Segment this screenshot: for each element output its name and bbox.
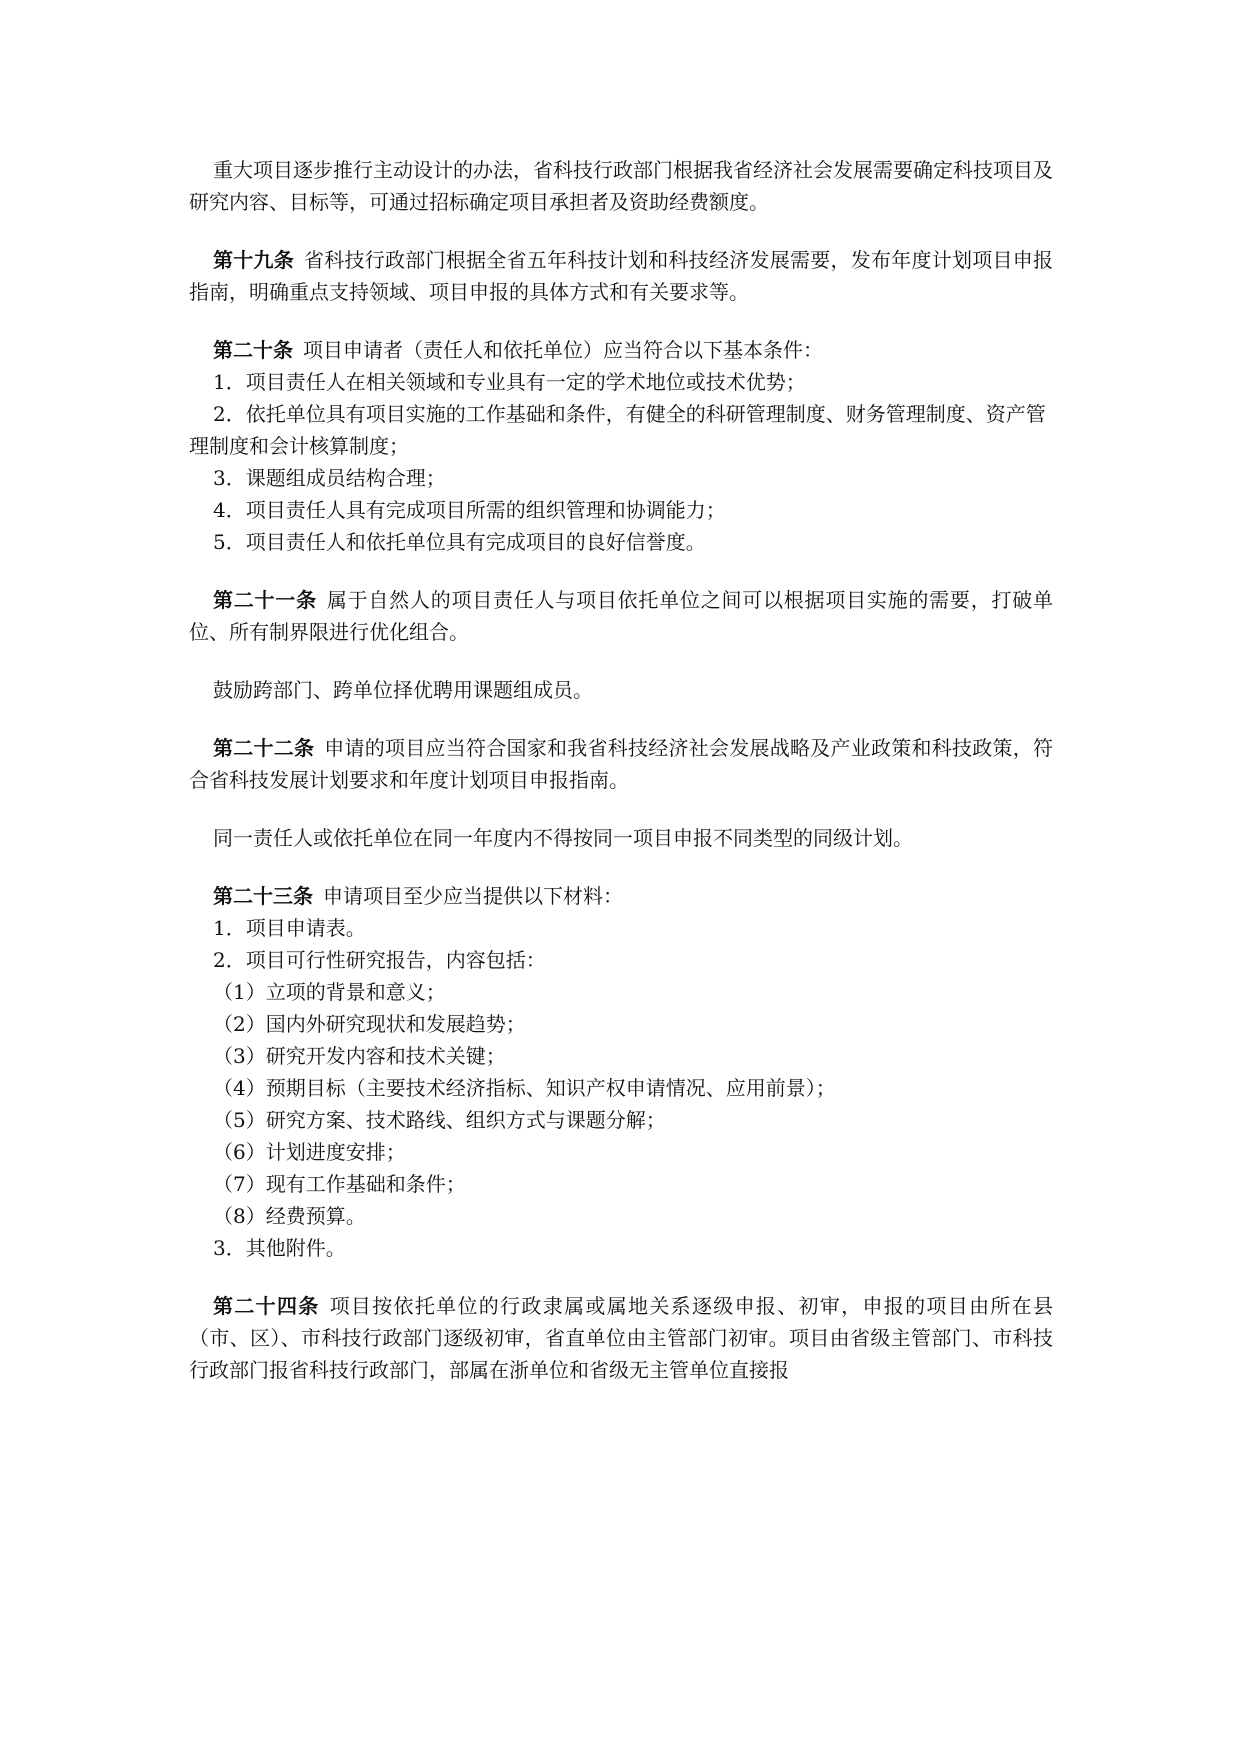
paragraph-major-projects	[189, 154, 1053, 218]
article-20	[189, 334, 1053, 366]
list-item: 5．项目责任人和依托单位具有完成项目的良好信誉度。	[213, 530, 706, 554]
sub-list-item: （5）研究方案、技术路线、组织方式与课题分解；	[213, 1108, 666, 1132]
paragraph-text: 重大项目逐步推行主动设计的办法，省科技行政部门根据我省经济社会发展需要确定科技项目及研究内容、目标等，可通过招标确定项目承担者及资助经费额度。	[189, 158, 1053, 214]
article-22-text: 申请的项目应当符合国家和我省科技经济社会发展战略及产业政策和科技政策，符合省科技发展计划要求和年度计划项目申报指南。	[189, 736, 1053, 792]
sub-list-item: （1）立项的背景和意义；	[213, 980, 446, 1004]
article-23	[189, 880, 1053, 912]
list-item: 4．项目责任人具有完成项目所需的组织管理和协调能力；	[213, 498, 726, 522]
article-22-title: 第二十二条	[213, 736, 315, 760]
sub-list-item: （6）计划进度安排；	[213, 1140, 406, 1164]
sub-list-item: （8）经费预算。	[213, 1204, 366, 1228]
sub-list-item: （2）国内外研究现状和发展趋势；	[213, 1012, 526, 1036]
article-19-text: 省科技行政部门根据全省五年科技计划和科技经济发展需要，发布年度计划项目申报指南，明确重点支持领域、项目申报的具体方式和有关要求等。	[189, 248, 1053, 304]
article-22-paragraph-2: 同一责任人或依托单位在同一年度内不得按同一项目申报不同类型的同级计划。	[213, 826, 913, 850]
list-item: 3．课题组成员结构合理；	[213, 466, 446, 490]
sub-list-item: （3）研究开发内容和技术关键；	[213, 1044, 506, 1068]
sub-list-item: （4）预期目标（主要技术经济指标、知识产权申请情况、应用前景）；	[213, 1076, 836, 1100]
article-23-text: 申请项目至少应当提供以下材料：	[323, 884, 623, 908]
article-24-title: 第二十四条	[213, 1294, 320, 1318]
article-24	[189, 1290, 1053, 1386]
article-21	[189, 584, 1053, 648]
list-item: 1．项目申请表。	[213, 916, 366, 940]
article-21-text: 属于自然人的项目责任人与项目依托单位之间可以根据项目实施的需要，打破单位、所有制界限进行优化组合。	[189, 588, 1054, 644]
article-21-paragraph-2: 鼓励跨部门、跨单位择优聘用课题组成员。	[213, 678, 593, 702]
article-22	[189, 732, 1053, 796]
article-21-title: 第二十一条	[213, 588, 317, 612]
sub-list-item: （7）现有工作基础和条件；	[213, 1172, 466, 1196]
document-page	[189, 154, 1053, 1386]
article-19-title: 第十九条	[213, 248, 294, 272]
list-item: 3．其他附件。	[213, 1236, 346, 1260]
article-24-text: 项目按依托单位的行政隶属或属地关系逐级申报、初审，申报的项目由所在县（市、区）、市科技行政部门逐级初审，省直单位由主管部门初审。项目由省级主管部门、市科技行政部门报省科技行政部门，部属在浙单位和省级无主管单位直接报	[189, 1294, 1054, 1382]
article-20-text: 项目申请者（责任人和依托单位）应当符合以下基本条件：	[303, 338, 823, 362]
article-20-title: 第二十条	[213, 338, 293, 362]
article-23-title: 第二十三条	[213, 884, 313, 908]
list-item: 1．项目责任人在相关领域和专业具有一定的学术地位或技术优势；	[213, 370, 806, 394]
list-item: 2．依托单位具有项目实施的工作基础和条件，有健全的科研管理制度、财务管理制度、资产管理制度和会计核算制度；	[189, 402, 1046, 458]
list-item: 2．项目可行性研究报告，内容包括：	[213, 948, 546, 972]
article-19	[189, 244, 1053, 308]
